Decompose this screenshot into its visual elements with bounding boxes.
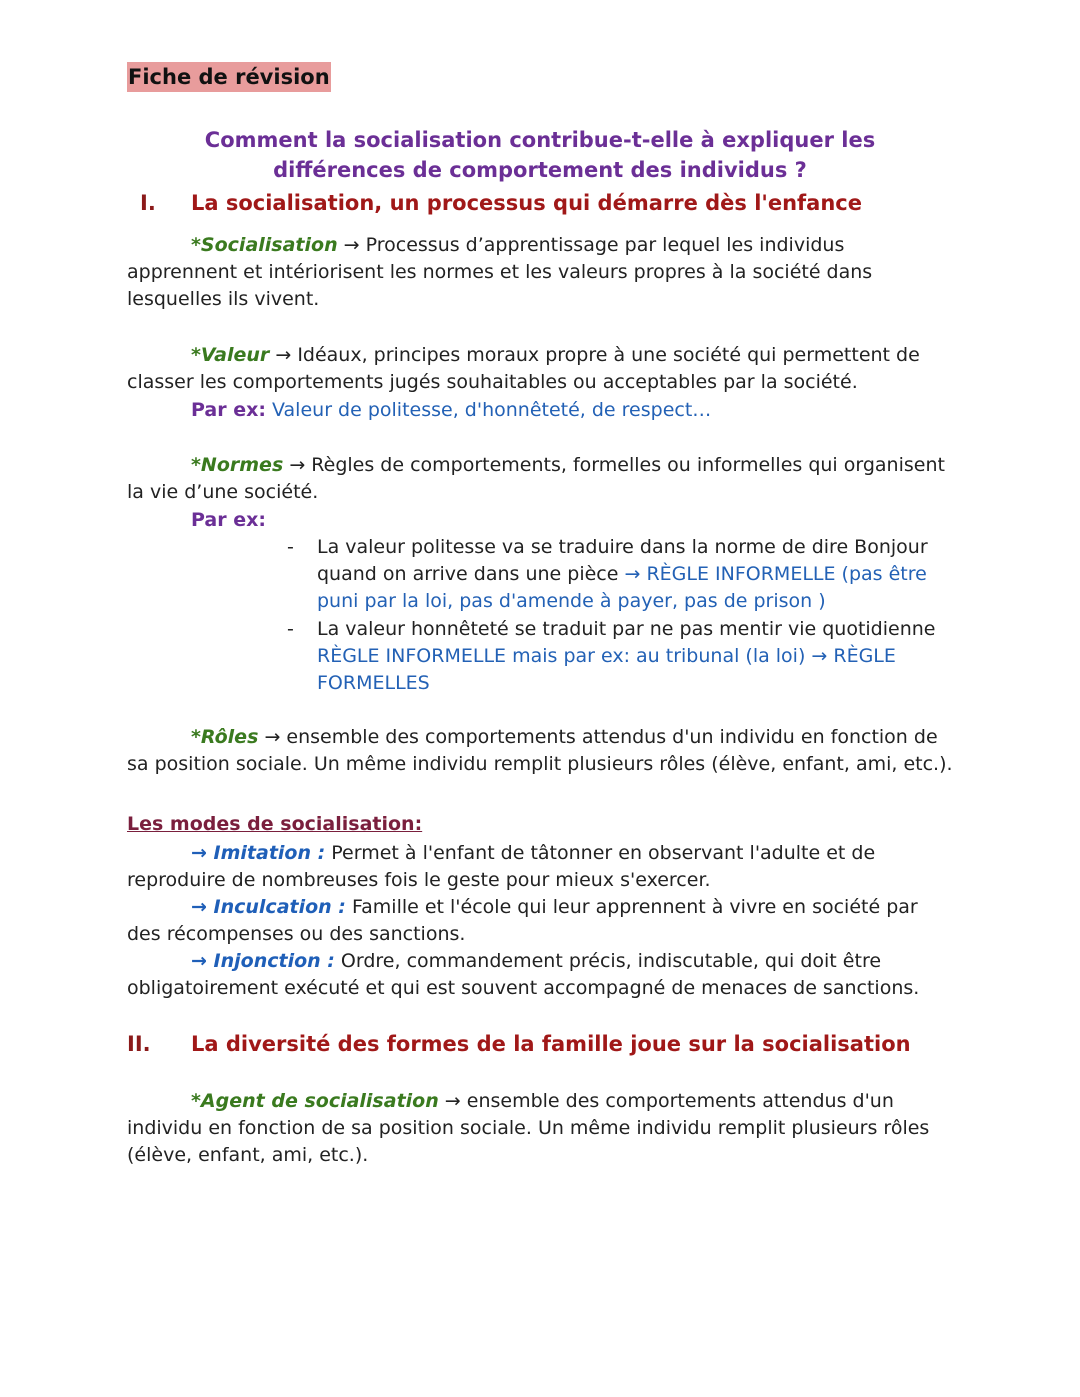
section2-title: La diversité des formes de la famille joue sur la socialisation xyxy=(191,1032,911,1056)
term-roles: *Rôles xyxy=(191,726,259,748)
mode-item xyxy=(127,948,957,1002)
mode-label: → Injonction : xyxy=(191,950,335,972)
term-valeur: *Valeur xyxy=(191,344,270,366)
definition-valeur xyxy=(127,342,957,396)
definition-normes xyxy=(127,452,957,506)
mode-text: Permet à l'enfant de tâtonner en observant l'adulte et de reproduire de nombreuses fois le geste pour mieux s'exercer. xyxy=(127,842,876,891)
mode-item xyxy=(127,840,957,894)
example-label-normes: Par ex: xyxy=(191,509,266,531)
term-socialisation: *Socialisation xyxy=(191,234,338,256)
revision-badge: Fiche de révision xyxy=(127,62,331,92)
definition-text: Processus d’apprentissage par lequel les individus apprennent et intériorisent les normes et les valeurs propres à la société dans lesquelles ils vivent. xyxy=(127,234,873,310)
example-label: Par ex: xyxy=(191,399,266,421)
definition-text: Règles de comportements, formelles ou informelles qui organisent la vie d’une société. xyxy=(127,454,945,503)
arrow: → xyxy=(264,726,281,748)
mode-label: → Imitation : xyxy=(191,842,326,864)
mode-text: Famille et l'école qui leur apprennent à vivre en société par des récompenses ou des sanctions. xyxy=(127,896,918,945)
bullet-note: RÈGLE INFORMELLE mais par ex: au tribunal (la loi) → RÈGLE FORMELLES xyxy=(317,645,896,694)
arrow: → xyxy=(275,344,292,366)
definition-text: ensemble des comportements attendus d'un individu en fonction de sa position sociale. Un même individu remplit plusieurs rôles (élève, enfant, ami, etc.). xyxy=(127,1090,930,1166)
term-agent: *Agent de socialisation xyxy=(191,1090,439,1112)
section1-title: La socialisation, un processus qui démarre dès l'enfance xyxy=(191,191,862,215)
mode-label: → Inculcation : xyxy=(191,896,346,918)
section2-number: II. xyxy=(127,1032,151,1056)
example-text: Valeur de politesse, d'honnêteté, de respect… xyxy=(272,399,712,421)
arrow: → xyxy=(289,454,306,476)
arrow: → xyxy=(343,234,360,256)
modes-title: Les modes de socialisation: xyxy=(127,813,423,835)
definition-socialisation xyxy=(127,232,957,313)
definition-text: ensemble des comportements attendus d'un individu en fonction de sa position sociale. Un même individu remplit plusieurs rôles (élève, enfant, ami, etc.). xyxy=(127,726,953,775)
main-question-line1: Comment la socialisation contribue-t-elle à expliquer les xyxy=(204,128,876,152)
bullet-note: → RÈGLE INFORMELLE (pas être puni par la loi, pas d'amende à payer, pas de prison ) xyxy=(317,563,927,612)
term-normes: *Normes xyxy=(191,454,284,476)
bullet-item xyxy=(317,616,957,697)
arrow: → xyxy=(444,1090,461,1112)
definition-roles xyxy=(127,724,957,778)
definition-text: Idéaux, principes moraux propre à une société qui permettent de classer les comportements jugés souhaitables ou acceptables par la société. xyxy=(127,344,920,393)
example-valeur xyxy=(191,397,711,424)
main-question-line2: différences de comportement des individus ? xyxy=(273,158,807,182)
mode-text: Ordre, commandement précis, indiscutable, qui doit être obligatoirement exécuté et qui est souvent accompagné de menaces de sanctions. xyxy=(127,950,920,999)
bullet-item xyxy=(317,534,957,615)
bullet-text: La valeur politesse va se traduire dans la norme de dire Bonjour quand on arrive dans une pièce xyxy=(317,536,928,585)
bullet-dash: - xyxy=(287,618,294,640)
definition-agent xyxy=(127,1088,957,1169)
bullet-text: La valeur honnêteté se traduit par ne pas mentir vie quotidienne xyxy=(317,618,936,640)
section1-number: I. xyxy=(140,191,156,215)
mode-item xyxy=(127,894,957,948)
bullet-dash: - xyxy=(287,536,294,558)
